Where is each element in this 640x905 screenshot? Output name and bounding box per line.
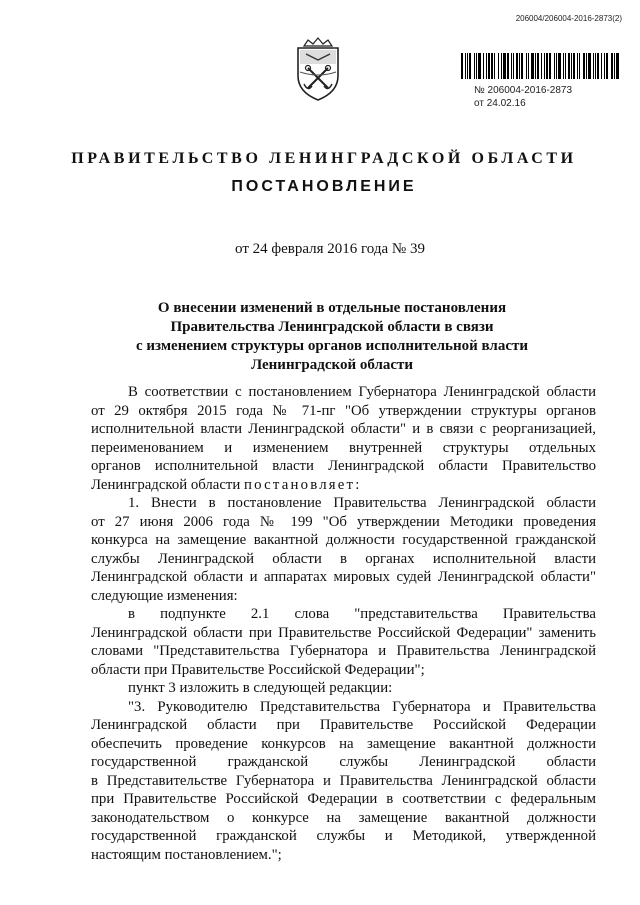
barcode-bar — [528, 53, 529, 79]
barcode-bar — [501, 53, 502, 79]
barcode-bar — [531, 53, 534, 79]
barcode-bar — [544, 53, 545, 79]
barcode-bar — [616, 53, 619, 79]
body-line: от 29 октября 2015 года № 71-пг "Об утверждении структуры органов — [91, 402, 596, 419]
body-line: "3. Руководителю Представительства Губернатора и Правительства — [128, 698, 596, 715]
government-name: ПРАВИТЕЛЬСТВО ЛЕНИНГРАДСКОЙ ОБЛАСТИ — [71, 150, 577, 167]
body-line: настоящим постановлением."; — [91, 846, 282, 863]
document-title — [0, 299, 640, 375]
body-line: пункт 3 изложить в следующей редакции: — [128, 680, 393, 696]
barcode-bar — [519, 53, 520, 79]
body-line: переименованием и изменением внутренней структуры отдельных — [91, 439, 596, 456]
body-line: органов исполнительной власти Ленинградской области Правительство — [91, 458, 596, 474]
barcode-bar — [541, 53, 542, 79]
body-line: законодательством о конкурсе на замещение вакантной должности — [91, 809, 596, 826]
barcode-bar — [549, 53, 551, 79]
barcode-bar — [476, 53, 477, 79]
registration-date: от 24.02.16 — [474, 98, 526, 109]
barcode-bar — [507, 53, 509, 79]
body-text: Ленинградской области — [91, 476, 245, 493]
barcode-bar — [601, 53, 602, 79]
barcode-bar — [554, 53, 555, 79]
coat-of-arms-emblem — [288, 34, 348, 104]
body-line: обеспечить проведение конкурсов на замещение вакантной должности — [91, 735, 596, 752]
body-line: В соответствии с постановлением Губернатора Ленинградской области — [128, 384, 596, 400]
barcode-bar — [588, 53, 591, 79]
barcode-bar — [606, 53, 608, 79]
body-line: Ленинградской области и аппаратах мировых судей Ленинградской области" — [91, 569, 596, 585]
registration-number: № 206004-2016-2873 — [474, 85, 573, 96]
body-line: службы Ленинградской области в органах исполнительной власти — [91, 550, 596, 567]
barcode-bar — [513, 53, 514, 79]
barcode-bar — [461, 53, 463, 79]
resolution-word: постановляет: — [244, 476, 362, 493]
body-line: при Правительстве Российской Федерации в соответствии с федеральным — [91, 791, 596, 807]
barcode-bar — [597, 53, 599, 79]
registration-stamp — [474, 84, 572, 110]
title-line: Правительства Ленинградской области в связи — [170, 319, 494, 335]
barcode-bar — [483, 53, 484, 79]
body-line: Ленинградской области при Правительстве Российской Федерации — [91, 717, 596, 733]
title-line: О внесении изменений в отдельные постановления — [157, 300, 507, 316]
document-type: ПОСТАНОВЛЕНИЕ — [231, 178, 417, 195]
barcode — [461, 53, 621, 79]
barcode-bar — [474, 53, 475, 79]
barcode-bar — [565, 53, 566, 79]
body-line: 1. Внести в постановление Правительства Ленинградской области — [128, 495, 596, 511]
body-line: исполнительной власти Ленинградской области" и в связи с реорганизацией, — [91, 421, 596, 437]
barcode-bar — [503, 53, 506, 79]
barcode-bar — [498, 53, 499, 79]
document-code: 206004/206004-2016-2873(2) — [515, 14, 622, 23]
body-line: словами "Представительства Губернатора и Правительства Ленинградской — [91, 643, 596, 659]
barcode-bar — [568, 53, 570, 79]
barcode-bar — [611, 53, 613, 79]
barcode-bar — [563, 53, 564, 79]
body-line: в подпункте 2.1 слова "представительства Правительства — [128, 606, 596, 622]
barcode-bar — [593, 53, 594, 79]
barcode-bar — [494, 53, 495, 79]
barcode-bar — [579, 53, 580, 79]
body-line: конкурса на замещение вакантной должности государственной гражданской — [91, 532, 596, 548]
barcode-bar — [546, 53, 548, 79]
document-body — [91, 383, 596, 864]
barcode-bar — [486, 53, 487, 79]
barcode-bar — [595, 53, 596, 79]
barcode-bar — [516, 53, 518, 79]
barcode-bar — [558, 53, 561, 79]
body-line: государственной гражданской службы Ленинградской области — [91, 754, 596, 770]
barcode-bar — [491, 53, 493, 79]
barcode-bar — [556, 53, 557, 79]
title-line: с изменением структуры органов исполнительной власти — [135, 338, 529, 354]
barcode-bar — [583, 53, 585, 79]
barcode-bar — [526, 53, 527, 79]
barcode-bar — [537, 53, 539, 79]
barcode-bar — [577, 53, 578, 79]
barcode-bar — [521, 53, 523, 79]
barcode-bar — [614, 53, 615, 79]
barcode-bar — [488, 53, 490, 79]
body-line: государственной гражданской службы и Методикой, утвержденной — [91, 828, 596, 844]
barcode-bar — [573, 53, 575, 79]
barcode-bar — [586, 53, 587, 79]
barcode-bar — [465, 53, 466, 79]
title-line: Ленинградской области — [250, 357, 414, 373]
barcode-bar — [469, 53, 471, 79]
barcode-bar — [604, 53, 605, 79]
barcode-bar — [511, 53, 512, 79]
body-line: от 27 июня 2006 года № 199 "Об утверждении Методики проведения — [91, 513, 596, 530]
barcode-bar — [467, 53, 468, 79]
body-line: в Представительстве Губернатора и Правительства Ленинградской области — [91, 772, 596, 789]
barcode-bar — [535, 53, 536, 79]
body-line: следующие изменения: — [91, 587, 238, 604]
body-line: области при Правительстве Российской Федерации"; — [91, 661, 425, 678]
body-line: Ленинградской области при Правительстве Российской Федерации" заменить — [91, 624, 596, 641]
document-date: от 24 февраля 2016 года № 39 — [235, 241, 425, 257]
barcode-bar — [478, 53, 481, 79]
barcode-bar — [571, 53, 572, 79]
body-line — [91, 476, 596, 495]
